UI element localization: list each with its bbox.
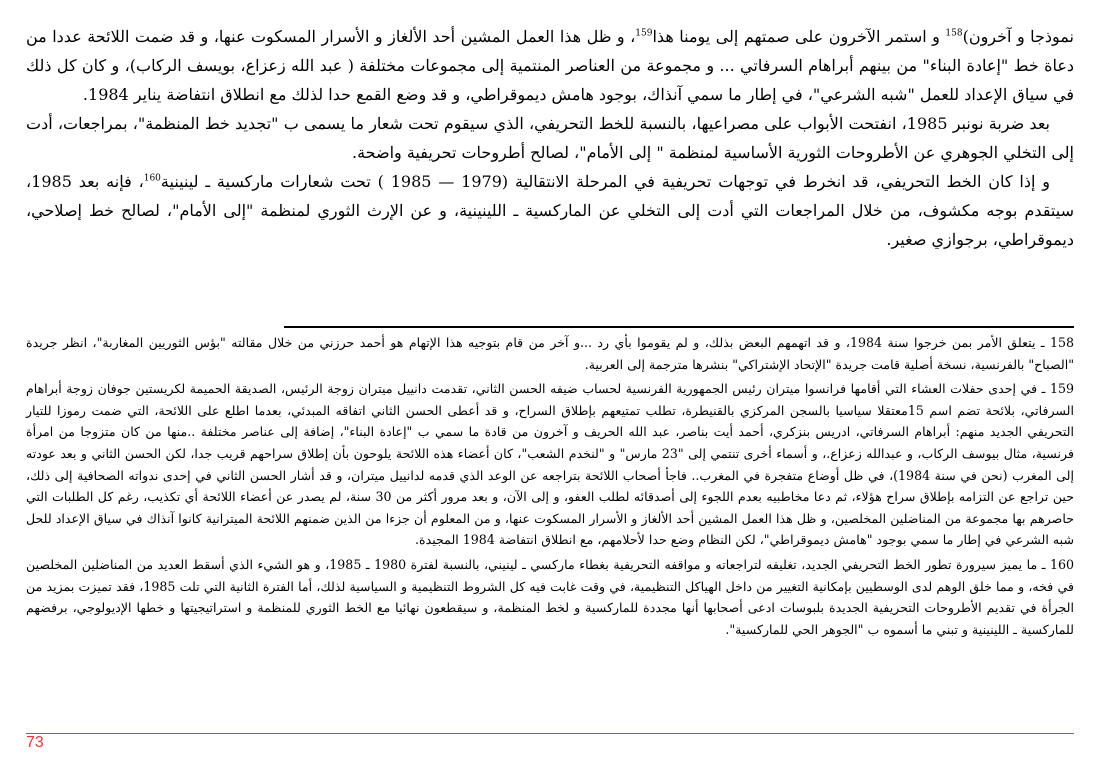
footnote-159: 159 ـ في إحدى حفلات العشاء التي أقامها فرانسوا ميتران رئيس الجمهورية الفرنسية لحساب ضيفه الحسن الثاني، تقدمت دانييل ميتران زوجة الرئيس، الصديقة الحميمة لكريستين جوفان زوجة أبراهام السرفاتي، بلائحة تضم اسم 15معتقلا سياسيا بالسجن المركزي بالقنيطرة، تطلب تمتيعهم بإطلاق السراح، و قد أعطى الحسن الثاني اتفاقه المبدئي، بعدما اطلع على اللائحة، التي ضمت رموزا للتيار التحريفي الجديد منهم: أبراهام السرفاتي، ادريس بنزكري، أحمد أيت بناصر، عبد الله الحريف و آخرون من قادة ما سمي ب "إعادة البناء"، إضافة إلى عناصر مختلفة ..منها من كان متزوجا من امرأة فرنسية، مثال بيوسف الركاب، و عبدالله زعزاع.، و أسماء أخرى تنتمي إلى "23 مارس" و "لنخدم الشعب"، كان أعضاء هذه اللائحة يلوحون بأن إطلاق سراحهم قريب جدا، لكن الحسن الثاني و بعد عودته إلى المغرب (نحن في سنة 1984)، في ظل أوضاع متفجرة في المغرب.. فاجأ أصحاب اللائحة بتراجعه عن الوعد الذي قدمه لدانييل ميتران، و قد أشار الحسن الثاني في إحدى ندواته الصحافية إلى ذلك، حين تراجع عن التزامه بإطلاق سراح هؤلاء، ثم دعا مخاطبيه بعدم اللجوء إلى أصدقائه لطلب العفو، و إلى الآن، و بعد مرور أكثر من 30 سنة، لم يصدر عن أعضاء اللائحة أي تكذيب، رغم كل الطلبات التي حاصرهم بها مجموعة من المناضلين المخلصين، و ظل هذا العمل المشين أحد الألغاز و الأسرار المسكوت عنها، و من المعلوم أن جزءا من الذين ضمنهم اللائحة الميترانية كانوا آنذاك في سياق الإعداد للحل شبه الشرعي في إطار ما سمي بوجود "هامش ديموقراطي"، لكن النظام وضع حدا لأحلامهم، مع انطلاق انتفاضة 1984 المجيدة. — [26, 381, 1074, 548]
footnote-separator — [284, 326, 1074, 328]
footnotes — [26, 332, 1074, 643]
document-page — [26, 0, 1074, 778]
page-number: 73 — [26, 734, 44, 751]
paragraph-3 — [26, 167, 1074, 254]
footnote-ref-158[interactable]: 158 — [945, 28, 963, 39]
footnote-158: 158 ـ يتعلق الأمر بمن خرجوا سنة 1984، و قد اتهمهم البعض بذلك، و لم يقوموا بأي رد ...و آخر من قام بتوجيه هذا الإتهام هو أحمد حرزني من خلال مقالته "بؤس الثوريين المغاربة"، انظر جريدة "الصباح" بالفرنسية، نسخة أصلية قامت جريدة "الإتحاد الإشتراكي" بنشرها مترجمة إلى العربية. — [26, 335, 1074, 372]
paragraph-1-part-c: ، و ظل هذا العمل المشين أحد الألغاز و الأسرار المسكوت عنها، و قد ضمت اللائحة عددا من دعاة خط "إعادة البناء" من بينهم أبراهام السرفاتي ... و مجموعة من العناصر المنتمية إلى مجموعات مختلفة ( عبد الله زعزاع، بويسف الركاب)، و كان كل ذلك في سياق الإعداد للعمل "شبه الشرعي"، في إطار ما سمي آنذاك، بوجود هامش ديموقراطي، و قد وضع القمع حدا لذلك مع انطلاق انتفاضة يناير 1984. — [26, 27, 1074, 104]
paragraph-1-part-a: نموذجا و آخرون) — [962, 27, 1075, 46]
paragraph-2: بعد ضربة نونبر 1985، انفتحت الأبواب على مصراعيها، بالنسبة للخط التحريفي، الذي سيقوم تحت شعار ما يسمى ب "تجديد خط المنظمة"، بمراجعات، أدت إلى التخلي الجوهري عن الأطروحات الثورية الأساسية لمنظمة " إلى الأمام"، لصالح أطروحات تحريفية واضحة. — [26, 114, 1074, 162]
main-text — [26, 22, 1074, 254]
footnote-160: 160 ـ ما يميز سيرورة تطور الخط التحريفي الجديد، تغليفه لتراجعاته و مواقفه التحريفية بغطاء ماركسي ـ لينيني، بالنسبة لفترة 1980 ـ 1985، و هو الشيء الذي أسقط العديد من المناضلين المخلصين في فخه، و مما خلق الوهم لدى الوسطيين بإمكانية التغيير من داخل الهياكل التنظيمية، في وقت غابت فيه كل الشروط التنظيمية و السياسية لذلك، أما الفترة الثانية التي تلت 1985، فقد تميزت بمزيد من الجرأة في تقديم الأطروحات التحريفية الجديدة بلبوسات ادعى أصحابها أنها مجددة للماركسية و لخط المنظمة، و سيقطعون نهائيا مع الخط الثوري للمنظمة و استراتيجيتها و خطها الإديولوجي، برفضهم للماركسية ـ اللينينية و تبني ما أسموه ب "الجوهر الحي للماركسية". — [26, 556, 1075, 637]
footnote-ref-160[interactable]: 160 — [143, 173, 161, 184]
paragraph-1-part-b: و استمر الآخرون على صمتهم إلى يومنا هذا — [652, 27, 946, 46]
paragraph-3-part-b: ، فإنه بعد 1985، سيتقدم بوجه مكشوف، من خلال المراجعات التي أدت إلى التخلي عن الماركسية ـ اللينينية، و عن الإرث الثوري لمنظمة "إلى الأمام"، لصالح خط إصلاحي، ديموقراطي، برجوازي صغير. — [26, 172, 1074, 249]
footer-divider — [26, 733, 1074, 734]
paragraph-1 — [26, 22, 1074, 109]
paragraph-3-part-a: و إذا كان الخط التحريفي، قد انخرط في توجهات تحريفية في المرحلة الانتقالية (1979 — 1985 ) تحت شعارات ماركسية ـ لينينية — [160, 172, 1050, 191]
footnote-ref-159[interactable]: 159 — [635, 28, 653, 39]
